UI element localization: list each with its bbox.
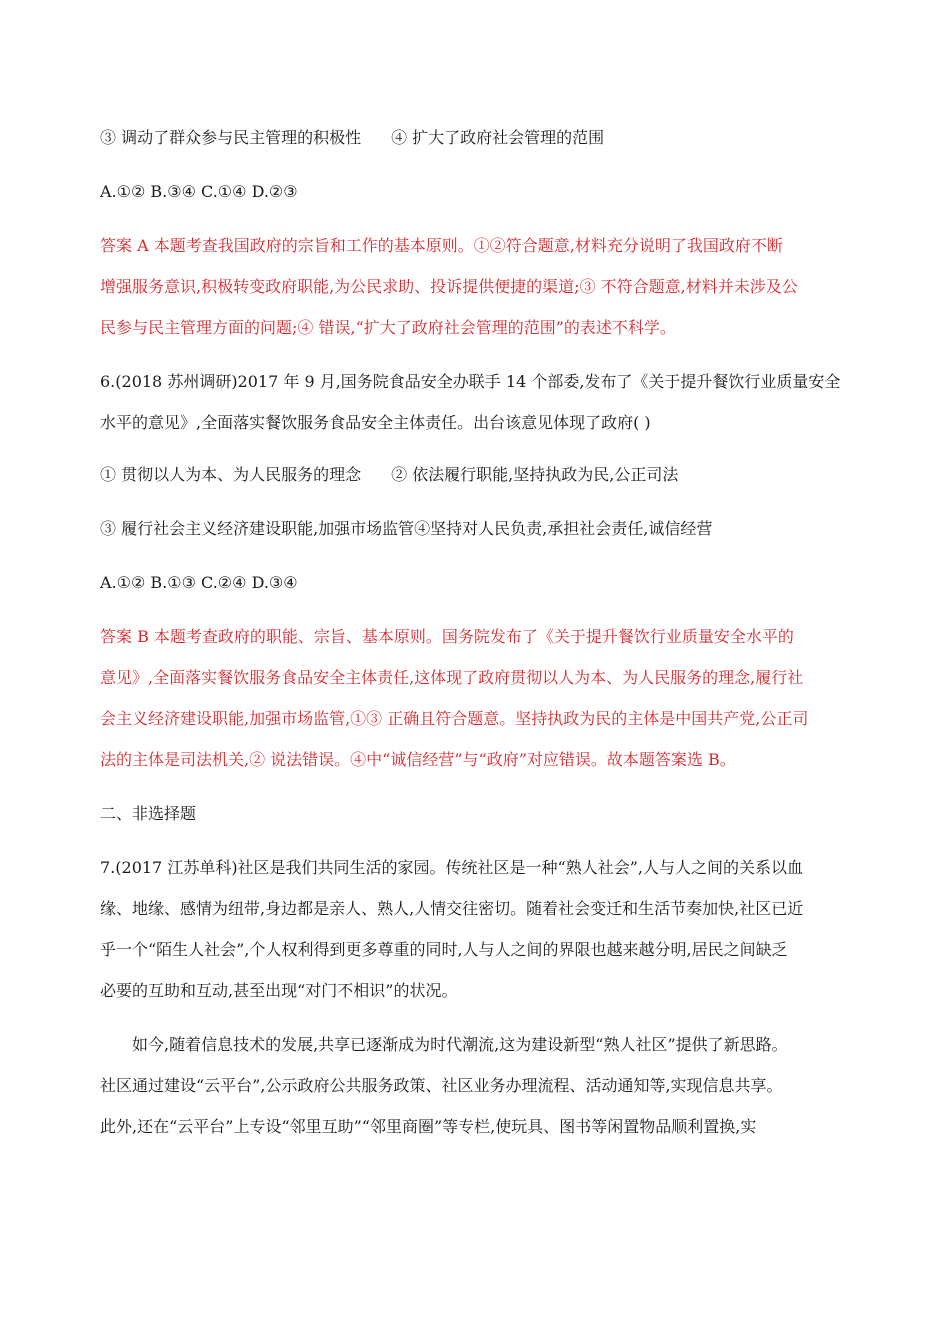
section-title: 二、非选择题 (100, 804, 197, 823)
q5-answer-line: 民参与民主管理方面的问题;④ 错误,“扩大了政府社会管理的范围”的表述不科学。 (100, 318, 676, 337)
q7-para2-line: 此外,还在“云平台”上专设“邻里互助”“邻里商圈”等专栏,使玩具、图书等闲置物品顺利置换,实 (100, 1117, 757, 1136)
q6-stem-line: 水平的意见》,全面落实餐饮服务食品安全主体责任。出台该意见体现了政府( ) (100, 413, 651, 432)
q5-option-3: ③ 调动了群众参与民主管理的积极性 (100, 128, 362, 147)
q5-answer-line: 增强服务意识,积极转变政府职能,为公民求助、投诉提供便捷的渠道;③ 不符合题意,材料并未涉及公 (100, 277, 798, 296)
q7-para1-line: 乎一个“陌生人社会”,个人权利得到更多尊重的同时,人与人之间的界限也越来越分明,居民之间缺乏 (100, 940, 788, 959)
q6-answer-line: 会主义经济建设职能,加强市场监管,①③ 正确且符合题意。坚持执政为民的主体是中国共产党,公正司 (100, 709, 809, 728)
q5-option-4: ④ 扩大了政府社会管理的范围 (391, 128, 605, 147)
q5-choices: A.①② B.③④ C.①④ D.②③ (100, 182, 298, 201)
q7-para2-line: 如今,随着信息技术的发展,共享已逐渐成为时代潮流,这为建设新型“熟人社区”提供了新思路。 (132, 1035, 788, 1054)
q6-answer-line: 法的主体是司法机关,② 说法错误。④中“诚信经营”与“政府”对应错误。故本题答案选 B。 (100, 750, 736, 769)
q7-para2-line: 社区通过建设“云平台”,公示政府公共服务政策、社区业务办理流程、活动通知等,实现信息共享。 (100, 1076, 783, 1095)
q6-answer-line: 意见》,全面落实餐饮服务食品安全主体责任,这体现了政府贯彻以人为本、为人民服务的理念,履行社 (100, 668, 804, 687)
q6-choices: A.①② B.①③ C.②④ D.③④ (100, 573, 298, 592)
q7-para1-line: 必要的互助和互动,甚至出现“对门不相识”的状况。 (100, 981, 458, 1000)
q6-options-row (100, 464, 860, 486)
q5-options-row (100, 127, 860, 149)
q6-stem-line: 6.(2018 苏州调研)2017 年 9 月,国务院食品安全办联手 14 个部委,发布了《关于提升餐饮行业质量安全 (100, 372, 841, 391)
q7-para1-line: 7.(2017 江苏单科)社区是我们共同生活的家园。传统社区是一种“熟人社会”,人与人之间的关系以血 (100, 858, 804, 877)
q5-answer-line: 答案 A 本题考查我国政府的宗旨和工作的基本原则。①②符合题意,材料充分说明了我国政府不断 (100, 236, 783, 255)
q6-option-2: ② 依法履行职能,坚持执政为民,公正司法 (391, 465, 679, 484)
q6-answer-line: 答案 B 本题考查政府的职能、宗旨、基本原则。国务院发布了《关于提升餐饮行业质量安全水平的 (100, 627, 794, 646)
q6-option-34: ③ 履行社会主义经济建设职能,加强市场监管④坚持对人民负责,承担社会责任,诚信经营 (100, 519, 713, 538)
q7-para1-line: 缘、地缘、感情为纽带,身边都是亲人、熟人,人情交往密切。随着社会变迁和生活节奏加快,社区已近 (100, 899, 804, 918)
q6-option-1: ① 贯彻以人为本、为人民服务的理念 (100, 465, 362, 484)
